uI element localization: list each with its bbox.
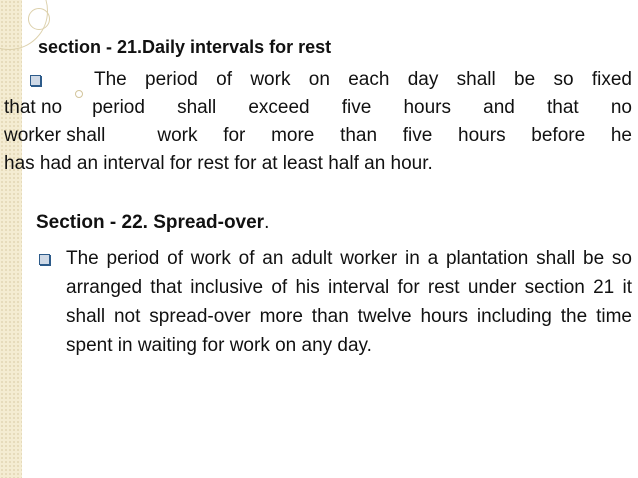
section-21-line-1: The period of work on each day shall be so fixed <box>94 69 632 90</box>
section-21-line-3a: worker shall <box>4 125 106 146</box>
section-21-line-3 <box>4 122 632 150</box>
section-22-paragraph: The period of work of an adult worker in a plantation shall be so arranged that inclusive of his interval for rest under section 21 it shall not spread-over more than twelve hours including the time spent in waiting for work on any day. <box>66 248 632 356</box>
section-21-paragraph <box>4 66 632 178</box>
square-bullet-icon <box>39 254 50 265</box>
section-21-heading: section - 21.Daily intervals for rest <box>38 37 332 57</box>
section-21-line-3b: work for more than five hours before he <box>157 125 632 146</box>
section-21-line-2a: that no <box>4 97 63 118</box>
section-22-heading <box>36 212 269 234</box>
section-22-heading-text: Section - 22. Spread-over <box>36 212 265 233</box>
section-21-line-2b: period shall exceed five hours and that no <box>92 97 632 118</box>
section-22-heading-period: . <box>264 212 270 233</box>
section-21-line-2 <box>4 94 632 122</box>
section-21-line-4: has had an interval for rest for at least half an hour. <box>4 153 433 174</box>
